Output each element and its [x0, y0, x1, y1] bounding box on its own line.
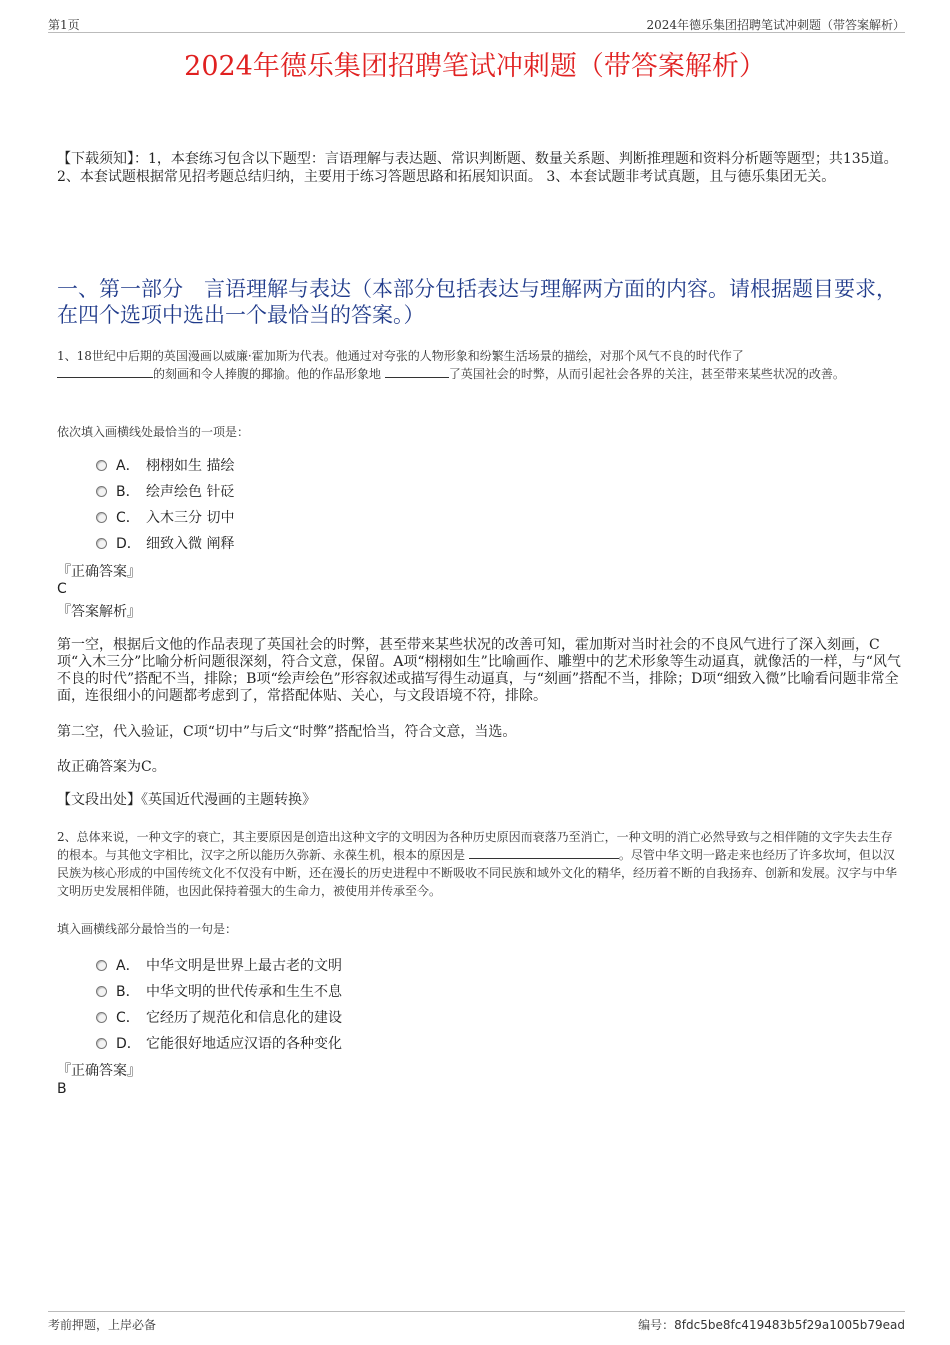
question-2-stem: 2、总体来说，一种文字的衰亡，其主要原因是创造出这种文字的文明因为各种历史原因而衰落乃至消亡，一种文明的消亡必然导致与之相伴随的文字失去生存的根本。与其他文字相比，汉字之所以能历久弥新、永葆生机，根本的原因是 。尽管中华文明一路走来也经历了许多坎坷，但以汉民族为核心形成的中国传统文化不仅没有中断，还在漫长的历史进程中不断吸收不同民族和域外文化的精华，经历着不断的自我扬弃、创新和发展。汉字与中华文明历史发展相伴随，也因此保持着强大的生命力，被使用并传承至今。 — [57, 830, 898, 898]
fill-blank — [469, 846, 619, 859]
option-b[interactable]: B． 绘声绘色 针砭 — [96, 478, 234, 504]
header-doc-title: 2024年德乐集团招聘笔试冲刺题（带答案解析） — [646, 18, 905, 32]
question-1-stem: 1、18世纪中后期的英国漫画以威廉·霍加斯为代表。他通过对夸张的人物形象和纷繁生活场景的描绘，对那个风气不良的时代作了 的刻画和令人捧腹的揶揄。他的作品形象地 了英国社会的时弊，从而引起社会各界的关注，甚至带来某些状况的改善。 — [57, 349, 845, 381]
download-notice: 【下载须知】：1，本套练习包含以下题型：言语理解与表达题、常识判断题、数量关系题、判断推理题和资料分析题等题型；共135道。 2、本套试题根据常见招考题总结归纳，主要用于练习答题思路和拓展知识面。 3、本套试题非考试真题，且与德乐集团无关。 — [57, 151, 898, 185]
page-header — [48, 14, 905, 33]
question-1-options — [96, 452, 234, 556]
option-a[interactable]: A． 中华文明是世界上最古老的文明 — [96, 952, 342, 978]
fill-blank — [385, 365, 449, 378]
answer-label: 『正确答案』 — [57, 564, 141, 580]
analysis-paragraph-1: 第一空，根据后文他的作品表现了英国社会的时弊，甚至带来某些状况的改善可知，霍加斯对当时社会的不良风气进行了深入刻画，C项“入木三分”比喻分析问题很深刻，符合文意，保留。A项“栩栩如生”比喻画作、雕塑中的艺术形象等生动逼真，就像活的一样，与“风气不良的时代”搭配不当，排除；B项“绘声绘色”形容叙述或描写得生动逼真，与“刻画”搭配不当，排除；D项“细致入微”比喻看问题非常全面，连很细小的问题都考虑到了，常搭配体贴、关心，与文段语境不符，排除。 — [57, 637, 901, 704]
analysis-label: 『答案解析』 — [57, 604, 141, 620]
answer-label: 『正确答案』 — [57, 1063, 141, 1079]
section-heading: 一、第一部分 言语理解与表达（本部分包括表达与理解两方面的内容。请根据题目要求，在四个选项中选出一个最恰当的答案。） — [57, 277, 897, 327]
page-footer — [48, 1311, 905, 1332]
correct-answer: B — [57, 1081, 67, 1097]
option-d[interactable]: D． 细致入微 阐释 — [96, 530, 234, 556]
radio-icon[interactable] — [96, 986, 107, 997]
question-1-prompt: 依次填入画横线处最恰当的一项是： — [57, 425, 250, 439]
document-code: 编号：8fdc5be8fc419483b5f29a1005b79ead — [638, 1318, 905, 1332]
radio-icon[interactable] — [96, 538, 107, 549]
radio-icon[interactable] — [96, 512, 107, 523]
radio-icon[interactable] — [96, 960, 107, 971]
option-c[interactable]: C． 入木三分 切中 — [96, 504, 234, 530]
source-citation: 【文段出处】《英国近代漫画的主题转换》 — [57, 792, 316, 808]
option-d[interactable]: D． 它能很好地适应汉语的各种变化 — [96, 1030, 342, 1056]
radio-icon[interactable] — [96, 486, 107, 497]
page-title: 2024年德乐集团招聘笔试冲刺题（带答案解析） — [184, 51, 766, 82]
option-b[interactable]: B． 中华文明的世代传承和生生不息 — [96, 978, 342, 1004]
question-2-options — [96, 952, 342, 1056]
option-c[interactable]: C． 它经历了规范化和信息化的建设 — [96, 1004, 342, 1030]
page-number: 第1页 — [48, 18, 80, 32]
fill-blank — [57, 365, 153, 378]
footer-slogan: 考前押题，上岸必备 — [48, 1318, 157, 1332]
radio-icon[interactable] — [96, 1038, 107, 1049]
analysis-conclusion: 故正确答案为C。 — [57, 759, 166, 775]
option-a[interactable]: A． 栩栩如生 描绘 — [96, 452, 234, 478]
question-2-prompt: 填入画横线部分最恰当的一句是： — [57, 922, 238, 936]
radio-icon[interactable] — [96, 460, 107, 471]
correct-answer: C — [57, 581, 67, 597]
radio-icon[interactable] — [96, 1012, 107, 1023]
analysis-paragraph-2: 第二空，代入验证，C项“切中”与后文“时弊”搭配恰当，符合文意，当选。 — [57, 724, 517, 740]
